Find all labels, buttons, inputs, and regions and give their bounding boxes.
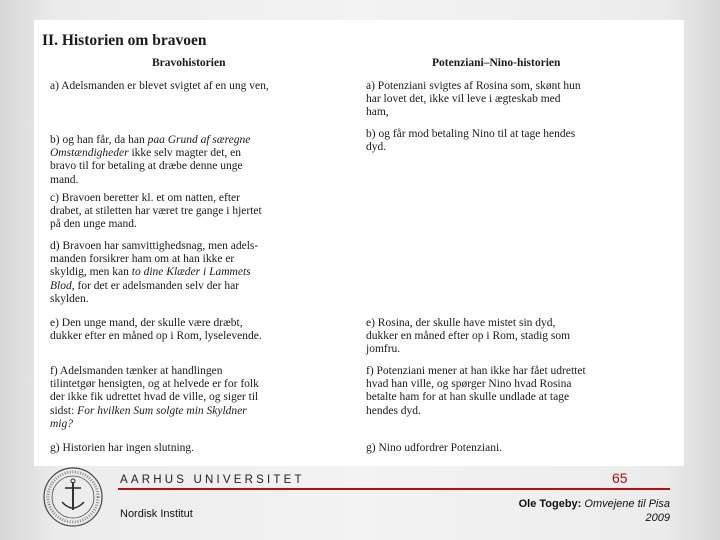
document-page [34,20,684,466]
left-entry-d: d) Bravoen har samvittighedsnag, men adels- manden forsikrer ham om at han ikke er skyldig, men kan to dine Klæder i Lammets Blod, for det er adelsmanden selv der har skylden. [50,240,259,305]
footer-divider [118,488,670,490]
citation-year: 2009 [645,512,670,524]
right-entry-b: b) og får mod betaling Nino til at tage hendes dyd. [366,128,576,154]
right-entry-e: e) Rosina, der skulle have mistet sin dyd, dukker en måned efter op i Rom, stadig som jomfru. [366,317,571,356]
left-column-heading: Bravohistorien [152,57,226,69]
institute-name: Nordisk Institut [120,508,193,520]
left-entry-b: b) og han får, da han paa Grund af særegne Omstændigheder ikke selv magter det, en bravo til for betaling at dræbe denne unge mand. [50,134,251,186]
right-entry-f: f) Potenziani mener at han ikke har fået udrettet hvad han ville, og spørger Nino hvad Rosina betalte ham for at han skulle undlade at tage hendes dyd. [366,365,586,417]
left-entry-g: g) Historien har ingen slutning. [50,442,195,454]
page-title: II. Historien om bravoen [42,32,207,49]
right-entry-a: a) Potenziani svigtes af Rosina som, skønt hun har lovet det, ikke vil leve i ægteskab med ham, [366,80,581,119]
author-citation: Ole Togeby: Omvejene til Pisa [518,498,670,510]
left-entry-e: e) Den unge mand, der skulle være dræbt, dukker efter en måned op i Rom, lyselevende. [50,317,262,343]
university-seal-icon [42,466,104,528]
right-entry-g: g) Nino udfordrer Potenziani. [366,442,503,454]
left-entry-c: c) Bravoen beretter kl. et om natten, efter drabet, at stiletten har været tre gange i hjertet på den unge mand. [50,192,262,231]
left-entry-f: f) Adelsmanden tænker at handlingen tilintetgør hensigten, og at helvede er for folk der ikke fik udrettet hvad de ville, og siger til sidst: For hvilken Sum solgte min Skyldner mig? [50,365,259,430]
page-number: 65 [612,470,628,486]
left-entry-a: a) Adelsmanden er blevet svigtet af en ung ven, [50,80,269,92]
university-name: AARHUS UNIVERSITET [120,474,305,486]
right-column-heading: Potenziani–Nino-historien [432,57,561,69]
